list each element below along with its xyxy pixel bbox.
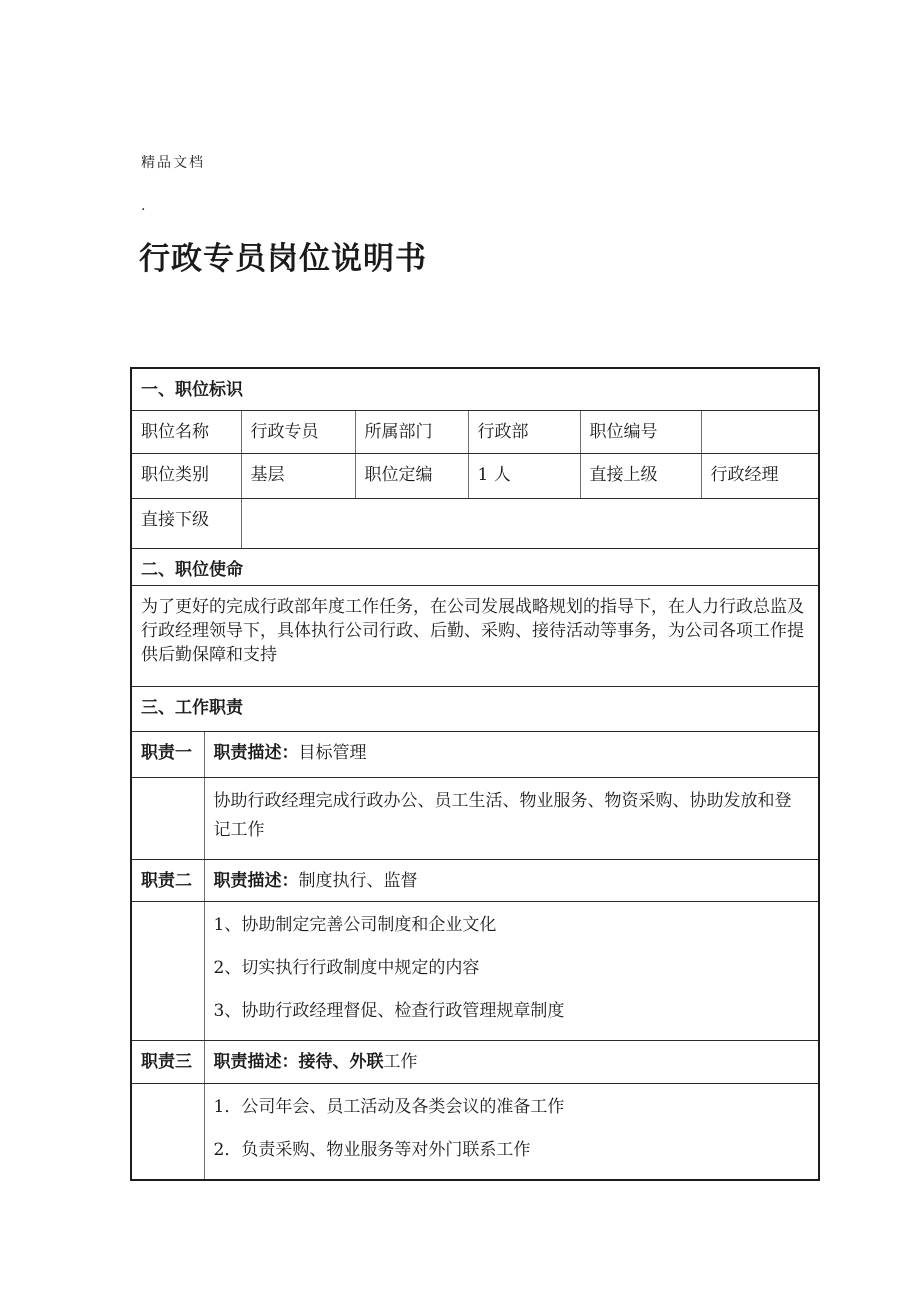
position-category-value: 基层	[241, 453, 355, 498]
section-mission-header: 二、职位使命	[131, 548, 819, 585]
duty-2-desc-cell	[204, 859, 819, 901]
duty-3-desc-value: 工作	[383, 1051, 418, 1072]
duty-2-desc-value: 制度执行、监督	[298, 870, 418, 891]
duty-3-label: 职责三	[131, 1040, 204, 1083]
duty-1-label: 职责一	[131, 731, 204, 777]
duty-2-content-row	[131, 901, 819, 1040]
duty-2-label-row	[131, 859, 819, 901]
position-category-label: 职位类别	[131, 453, 241, 498]
duty-2-label: 职责二	[131, 859, 204, 901]
duty-2-item-1: 1、协助制定完善公司制度和企业文化	[213, 914, 497, 935]
duty-2-empty-cell	[131, 901, 204, 1040]
section-duties-header: 三、工作职责	[131, 686, 819, 731]
section-duties-header-row	[131, 686, 819, 731]
job-description-table	[130, 367, 820, 1181]
duty-1-label-row	[131, 731, 819, 777]
watermark-text: 精品文档	[141, 155, 205, 171]
identification-row-1	[131, 410, 819, 453]
duty-2-item-3: 3、协助行政经理督促、检查行政管理规章制度	[213, 1000, 565, 1021]
direct-superior-value: 行政经理	[701, 453, 819, 498]
duty-3-empty-cell	[131, 1083, 204, 1180]
position-number-value	[701, 410, 819, 453]
position-name-value: 行政专员	[241, 410, 355, 453]
position-number-label: 职位编号	[580, 410, 701, 453]
direct-superior-label: 直接上级	[580, 453, 701, 498]
duty-1-desc-value: 目标管理	[298, 742, 367, 763]
duty-3-desc-cell	[204, 1040, 819, 1083]
duty-2-item-2: 2、切实执行行政制度中规定的内容	[213, 957, 480, 978]
document-title: 行政专员岗位说明书	[139, 241, 427, 277]
duty-3-desc-label: 职责描述：接待、外联	[213, 1051, 384, 1072]
duty-1-empty-cell	[131, 777, 204, 859]
section-mission-header-row	[131, 548, 819, 585]
identification-row-2	[131, 453, 819, 498]
duty-2-desc-label: 职责描述：	[213, 870, 299, 891]
duty-3-content-row	[131, 1083, 819, 1180]
section-identification-header: 一、职位标识	[131, 368, 819, 410]
duty-2-content-cell	[204, 901, 819, 1040]
duty-1-desc-cell	[204, 731, 819, 777]
duty-1-item-1: 协助行政经理完成行政办公、员工生活、物业服务、物资采购、协助发放和登记工作	[213, 790, 792, 840]
direct-subordinate-value	[241, 498, 819, 548]
direct-subordinate-label: 直接下级	[131, 498, 241, 548]
duty-3-item-2: 2．负责采购、物业服务等对外门联系工作	[213, 1139, 531, 1160]
mission-text-row	[131, 585, 819, 686]
position-name-label: 职位名称	[131, 410, 241, 453]
duty-3-label-row	[131, 1040, 819, 1083]
headcount-value: 1 人	[468, 453, 580, 498]
duty-1-desc-label: 职责描述：	[213, 742, 299, 763]
identification-row-3	[131, 498, 819, 548]
mission-text: 为了更好的完成行政部年度工作任务，在公司发展战略规划的指导下，在人力行政总监及行政经理领导下，具体执行公司行政、后勤、采购、接待活动等事务，为公司各项工作提供后勤保障和支持	[131, 585, 819, 686]
duty-1-content-row	[131, 777, 819, 859]
duty-3-item-1: 1．公司年会、员工活动及各类会议的准备工作	[213, 1096, 565, 1117]
section-identification-header-row	[131, 368, 819, 410]
department-label: 所属部门	[355, 410, 468, 453]
stray-period: .	[141, 198, 146, 214]
duty-3-content-cell	[204, 1083, 819, 1180]
headcount-label: 职位定编	[355, 453, 468, 498]
duty-1-content-cell	[204, 777, 819, 859]
department-value: 行政部	[468, 410, 580, 453]
